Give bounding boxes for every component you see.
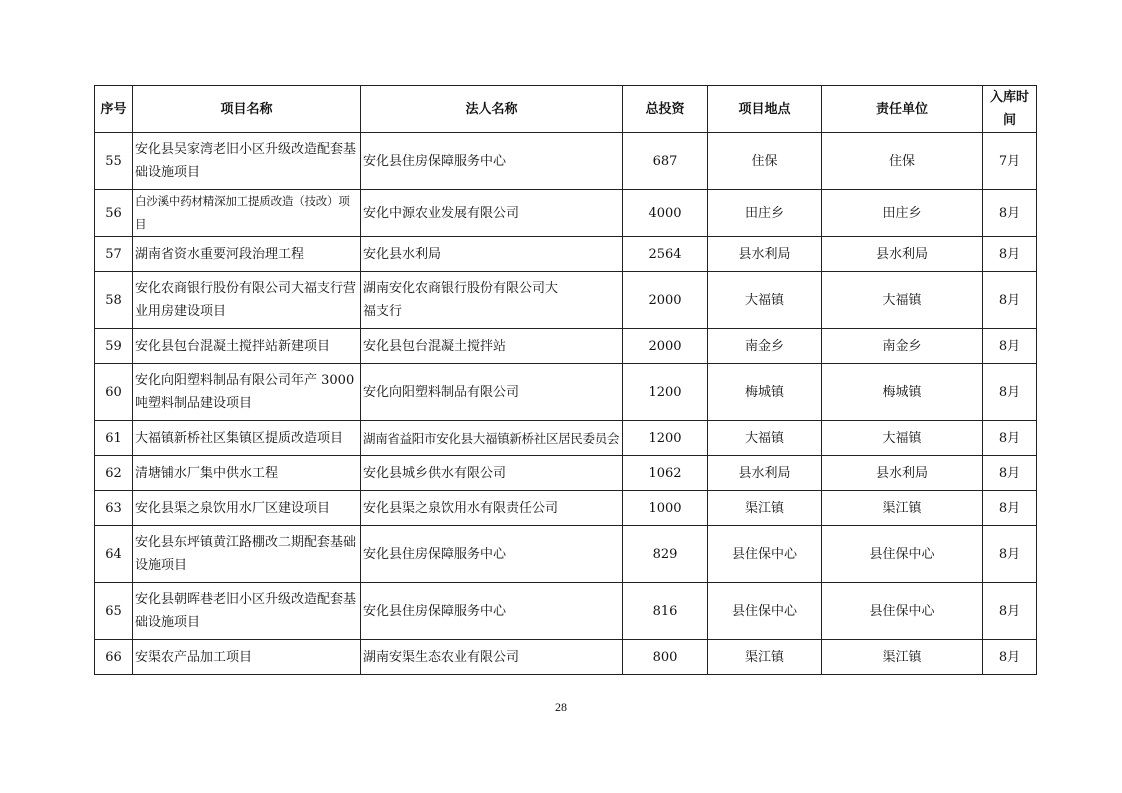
cell-responsible-unit: 梅城镇 [822,364,983,421]
cell-location: 渠江镇 [708,491,822,526]
cell-seq: 65 [95,583,133,640]
cell-total-investment: 687 [623,133,708,190]
cell-seq: 58 [95,272,133,329]
cell-responsible-unit: 大福镇 [822,272,983,329]
cell-entry-time: 8月 [983,583,1037,640]
cell-responsible-unit: 大福镇 [822,421,983,456]
cell-location: 田庄乡 [708,190,822,237]
cell-responsible-unit: 南金乡 [822,329,983,364]
cell-seq: 62 [95,456,133,491]
cell-legal-entity: 湖南安化农商银行股份有限公司大福支行 [361,272,623,329]
cell-location: 渠江镇 [708,640,822,675]
cell-location: 住保 [708,133,822,190]
cell-seq: 61 [95,421,133,456]
cell-entry-time: 8月 [983,329,1037,364]
cell-seq: 64 [95,526,133,583]
cell-project-name: 大福镇新桥社区集镇区提质改造项目 [133,421,361,456]
table-row [95,190,1037,237]
cell-entry-time: 8月 [983,640,1037,675]
cell-legal-entity: 安化向阳塑料制品有限公司 [361,364,623,421]
cell-project-name: 安化县吴家湾老旧小区升级改造配套基础设施项目 [133,133,361,190]
header-legal-entity: 法人名称 [361,86,623,133]
cell-responsible-unit: 住保 [822,133,983,190]
cell-responsible-unit: 渠江镇 [822,640,983,675]
table-row [95,640,1037,675]
cell-legal-entity: 安化县住房保障服务中心 [361,583,623,640]
table-row [95,272,1037,329]
cell-total-investment: 1200 [623,421,708,456]
cell-project-name: 白沙溪中药材精深加工提质改造（技改）项目 [133,190,361,237]
cell-entry-time: 8月 [983,456,1037,491]
cell-project-name: 安化农商银行股份有限公司大福支行营业用房建设项目 [133,272,361,329]
cell-total-investment: 4000 [623,190,708,237]
table-row [95,237,1037,272]
cell-total-investment: 1062 [623,456,708,491]
cell-seq: 56 [95,190,133,237]
cell-entry-time: 8月 [983,364,1037,421]
cell-total-investment: 2000 [623,272,708,329]
cell-seq: 60 [95,364,133,421]
cell-entry-time: 8月 [983,190,1037,237]
cell-total-investment: 816 [623,583,708,640]
cell-project-name: 安渠农产品加工项目 [133,640,361,675]
cell-responsible-unit: 县住保中心 [822,526,983,583]
project-table [94,85,1037,675]
cell-location: 南金乡 [708,329,822,364]
cell-location: 县水利局 [708,456,822,491]
cell-entry-time: 7月 [983,133,1037,190]
cell-legal-entity: 安化县水利局 [361,237,623,272]
cell-entry-time: 8月 [983,272,1037,329]
cell-total-investment: 800 [623,640,708,675]
cell-total-investment: 1000 [623,491,708,526]
cell-project-name: 安化县包台混凝土搅拌站新建项目 [133,329,361,364]
cell-location: 梅城镇 [708,364,822,421]
cell-location: 大福镇 [708,272,822,329]
cell-responsible-unit: 县住保中心 [822,583,983,640]
cell-project-name: 安化县东坪镇黄江路棚改二期配套基础设施项目 [133,526,361,583]
cell-seq: 63 [95,491,133,526]
header-project-name: 项目名称 [133,86,361,133]
cell-legal-entity: 安化县包台混凝土搅拌站 [361,329,623,364]
cell-total-investment: 2564 [623,237,708,272]
table-row [95,133,1037,190]
cell-responsible-unit: 田庄乡 [822,190,983,237]
cell-location: 大福镇 [708,421,822,456]
cell-legal-entity: 湖南省益阳市安化县大福镇新桥社区居民委员会 [361,421,623,456]
header-location: 项目地点 [708,86,822,133]
table-row [95,421,1037,456]
cell-location: 县住保中心 [708,526,822,583]
cell-total-investment: 829 [623,526,708,583]
cell-entry-time: 8月 [983,421,1037,456]
cell-responsible-unit: 渠江镇 [822,491,983,526]
cell-entry-time: 8月 [983,526,1037,583]
cell-project-name: 安化县渠之泉饮用水厂区建设项目 [133,491,361,526]
cell-seq: 59 [95,329,133,364]
header-seq: 序号 [95,86,133,133]
cell-seq: 55 [95,133,133,190]
table-row [95,526,1037,583]
cell-entry-time: 8月 [983,237,1037,272]
cell-legal-entity: 安化中源农业发展有限公司 [361,190,623,237]
cell-seq: 66 [95,640,133,675]
table-row [95,456,1037,491]
cell-location: 县住保中心 [708,583,822,640]
cell-legal-entity: 安化县城乡供水有限公司 [361,456,623,491]
page-number: 28 [555,700,567,714]
cell-project-name: 清塘铺水厂集中供水工程 [133,456,361,491]
header-responsible-unit: 责任单位 [822,86,983,133]
table-row [95,329,1037,364]
cell-responsible-unit: 县水利局 [822,237,983,272]
cell-entry-time: 8月 [983,491,1037,526]
cell-project-name: 安化县朝晖巷老旧小区升级改造配套基础设施项目 [133,583,361,640]
cell-legal-entity: 湖南安渠生态农业有限公司 [361,640,623,675]
cell-responsible-unit: 县水利局 [822,456,983,491]
table-row [95,364,1037,421]
header-row [95,86,1037,133]
header-total-investment: 总投资 [623,86,708,133]
cell-project-name: 安化向阳塑料制品有限公司年产 3000 吨塑料制品建设项目 [133,364,361,421]
cell-total-investment: 1200 [623,364,708,421]
table-row [95,583,1037,640]
header-entry-time: 入库时间 [983,86,1037,133]
cell-legal-entity: 安化县住房保障服务中心 [361,133,623,190]
cell-location: 县水利局 [708,237,822,272]
cell-project-name: 湖南省资水重要河段治理工程 [133,237,361,272]
cell-total-investment: 2000 [623,329,708,364]
cell-legal-entity: 安化县渠之泉饮用水有限责任公司 [361,491,623,526]
cell-seq: 57 [95,237,133,272]
cell-legal-entity: 安化县住房保障服务中心 [361,526,623,583]
table-row [95,491,1037,526]
